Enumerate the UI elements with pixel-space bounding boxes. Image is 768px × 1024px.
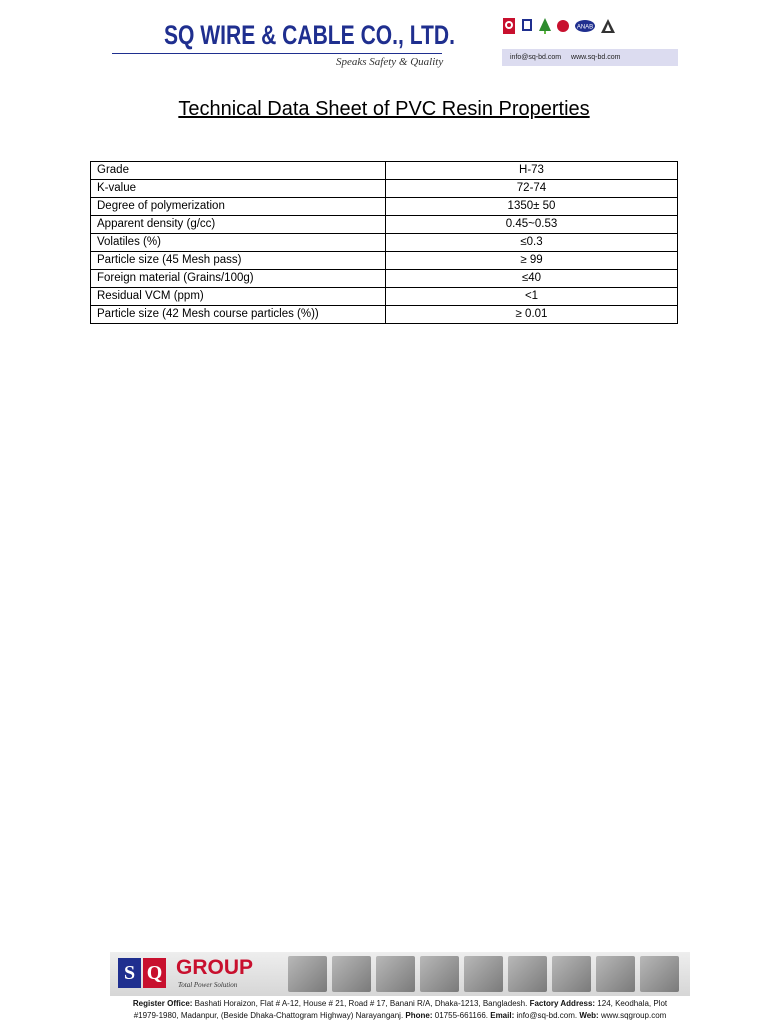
web-label: Web: xyxy=(579,1011,599,1020)
sq-logo xyxy=(118,958,166,988)
anab-icon xyxy=(574,17,596,35)
property-cell: Particle size (45 Mesh pass) xyxy=(91,252,386,270)
logo-letter-s: S xyxy=(118,958,141,988)
seal-icon xyxy=(556,17,570,35)
property-cell: Apparent density (g/cc) xyxy=(91,216,386,234)
letterhead-footer xyxy=(110,952,690,1024)
tree-icon xyxy=(538,17,552,35)
table-row xyxy=(91,270,678,288)
bsti-icon xyxy=(520,17,534,35)
contact-bar xyxy=(502,49,678,66)
value-cell: ≥ 99 xyxy=(386,252,678,270)
pipe-icon xyxy=(596,956,635,992)
register-label: Register Office: xyxy=(132,999,193,1008)
company-name: SQ WIRE & CABLE CO., LTD. xyxy=(164,20,455,50)
value-cell: ≤0.3 xyxy=(386,234,678,252)
product-images xyxy=(288,956,679,992)
copper-wire-icon xyxy=(640,956,679,992)
certification-triangle-icon xyxy=(600,17,616,35)
cable-icon xyxy=(376,956,415,992)
quality-mark-icon xyxy=(502,17,516,35)
email-label: Email: xyxy=(490,1011,515,1020)
table-row xyxy=(91,216,678,234)
value-cell: 0.45~0.53 xyxy=(386,216,678,234)
phone-label: Phone: xyxy=(405,1011,433,1020)
factory-address: 124, Keodhala, Plot xyxy=(597,999,668,1008)
property-cell: Degree of polymerization xyxy=(91,198,386,216)
svg-text:ANAB: ANAB xyxy=(576,24,594,31)
transformer-icon xyxy=(288,956,327,992)
switchboard-icon xyxy=(508,956,547,992)
phone-number: 01755-661166. xyxy=(434,1011,488,1020)
property-cell: Grade xyxy=(91,162,386,180)
value-cell: <1 xyxy=(386,288,678,306)
value-cell: H-73 xyxy=(386,162,678,180)
company-tagline: Speaks Safety & Quality xyxy=(336,56,444,68)
header-email[interactable]: info@sq-bd.com xyxy=(510,54,562,61)
property-cell: Volatiles (%) xyxy=(91,234,386,252)
footer-website[interactable]: www.sqgroup.com xyxy=(600,1011,667,1020)
letterhead-header xyxy=(0,0,768,80)
property-cell: Particle size (42 Mesh course particles (%)) xyxy=(91,306,386,324)
value-cell: 72-74 xyxy=(386,180,678,198)
properties-table xyxy=(90,161,678,324)
value-cell: 1350± 50 xyxy=(386,198,678,216)
register-address: Bashati Horaizon, Flat # A-12, House # 21, Road # 17, Banani R/A, Dhaka-1213, Bangladesh. xyxy=(194,999,528,1008)
certification-logos xyxy=(502,13,616,39)
value-cell: ≤40 xyxy=(386,270,678,288)
factory-label: Factory Address: xyxy=(529,999,596,1008)
table-row xyxy=(91,162,678,180)
factory-address-line2: #1979-1980, Madanpur, (Beside Dhaka-Chattogram Highway) Narayanganj. xyxy=(133,1011,404,1020)
logo-letter-q: Q xyxy=(143,958,166,988)
header-divider xyxy=(112,53,442,54)
breaker-icon xyxy=(552,956,591,992)
table-row xyxy=(91,306,678,324)
property-cell: Residual VCM (ppm) xyxy=(91,288,386,306)
group-name: GROUP xyxy=(176,956,254,979)
fan-icon xyxy=(464,956,503,992)
table-row xyxy=(91,252,678,270)
table-row xyxy=(91,180,678,198)
footer-email[interactable]: info@sq-bd.com. xyxy=(516,1011,578,1020)
footer-address xyxy=(110,998,690,1022)
table-row xyxy=(91,198,678,216)
document-title: Technical Data Sheet of PVC Resin Properties xyxy=(178,98,590,120)
table-row xyxy=(91,288,678,306)
floodlight-icon xyxy=(420,956,459,992)
table-row xyxy=(91,234,678,252)
property-cell: K-value xyxy=(91,180,386,198)
switch-icon xyxy=(332,956,371,992)
group-tagline: Total Power Solution xyxy=(178,981,238,989)
footer-banner xyxy=(110,952,690,996)
property-cell: Foreign material (Grains/100g) xyxy=(91,270,386,288)
header-website[interactable]: www.sq-bd.com xyxy=(571,54,621,61)
value-cell: ≥ 0.01 xyxy=(386,306,678,324)
